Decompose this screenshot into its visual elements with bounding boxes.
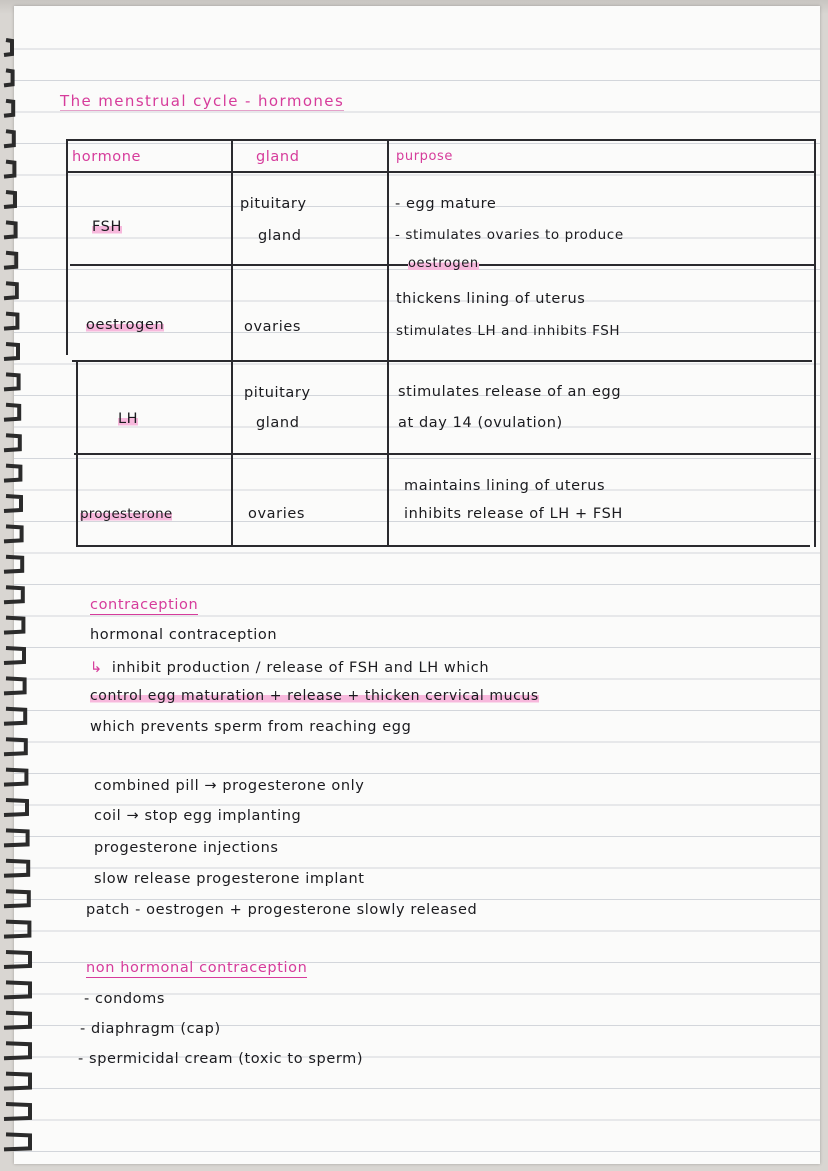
spiral-loop <box>4 587 23 602</box>
spiral-loop <box>4 405 19 420</box>
table-cell-hormone: LH <box>118 411 139 427</box>
spiral-loop <box>4 162 14 177</box>
spiral-loop <box>4 70 13 85</box>
spiral-loop <box>4 709 25 724</box>
table-cell-purpose: - egg mature <box>395 196 497 212</box>
table-cell-purpose: - stimulates ovaries to produce <box>395 227 624 243</box>
arrow-icon: ↳ <box>90 660 103 676</box>
spiral-loop <box>4 131 14 146</box>
spiral-loop <box>4 101 13 116</box>
non-hormonal-item: - condoms <box>84 991 166 1007</box>
spiral-loop <box>4 344 18 359</box>
table-cell-gland: ovaries <box>248 506 306 522</box>
spiral-loop <box>4 192 15 207</box>
table-header-hormone: hormone <box>72 149 142 165</box>
contraception-line: which prevents sperm from reaching egg <box>90 719 412 735</box>
method-item: coil → stop egg implanting <box>94 808 302 824</box>
spiral-loop <box>4 678 25 693</box>
contraception-line: control egg maturation + release + thicken cervical mucus <box>90 688 539 704</box>
spiral-loop <box>4 618 23 633</box>
spiral-loop <box>4 435 20 450</box>
hormonal-subheading: hormonal contraception <box>90 627 278 643</box>
non-hormonal-item: - diaphragm (cap) <box>80 1021 221 1037</box>
table-cell-purpose: oestrogen <box>408 256 479 271</box>
spiral-loop <box>4 648 24 663</box>
table-cell-gland: ovaries <box>244 319 302 335</box>
spiral-loop <box>4 861 28 876</box>
spiral-loop <box>4 1043 30 1058</box>
spiral-loop <box>4 1104 30 1119</box>
spiral-loop <box>4 739 26 754</box>
spiral-loop <box>4 952 30 967</box>
table-cell-hormone: progesterone <box>80 506 173 522</box>
spiral-loop <box>4 800 27 815</box>
spiral-loop <box>4 982 30 997</box>
non-hormonal-heading: non hormonal contraception <box>86 960 308 976</box>
spiral-loop <box>4 1134 30 1149</box>
table-cell-hormone: oestrogen <box>86 317 165 333</box>
table-cell-gland: gland <box>258 228 302 244</box>
contraception-heading: contraception <box>90 597 199 613</box>
spiral-loop <box>4 557 22 572</box>
spiral-loop <box>4 770 26 785</box>
spiral-loop <box>4 466 20 481</box>
spiral-loop <box>4 40 12 55</box>
table-cell-purpose: stimulates LH and inhibits FSH <box>396 323 621 339</box>
contraception-line <box>90 657 489 676</box>
spiral-loop <box>4 374 19 389</box>
spiral-loop <box>4 314 17 329</box>
spiral-loop <box>4 1013 30 1028</box>
spiral-loop <box>4 526 22 541</box>
method-item: combined pill → progesterone only <box>94 778 365 794</box>
table-header-gland: gland <box>256 149 300 165</box>
table-cell-gland: pituitary <box>244 385 311 401</box>
contraception-text: inhibit production / release of FSH and LH which <box>111 660 490 676</box>
method-item: patch - oestrogen + progesterone slowly released <box>86 902 478 918</box>
table-cell-purpose: at day 14 (ovulation) <box>398 415 563 431</box>
spiral-loop <box>4 222 16 237</box>
method-item: slow release progesterone implant <box>94 871 365 887</box>
spiral-loop <box>4 1074 30 1089</box>
table-cell-gland: gland <box>256 415 300 431</box>
table-header-purpose: purpose <box>396 149 454 164</box>
table-cell-purpose: stimulates release of an egg <box>398 384 622 400</box>
table-cell-purpose: inhibits release of LH + FSH <box>404 506 623 522</box>
page-title: The menstrual cycle - hormones <box>60 92 345 110</box>
method-item: progesterone injections <box>94 840 279 856</box>
table-cell-hormone: FSH <box>92 219 122 235</box>
spiral-loop <box>4 283 17 298</box>
spiral-loop <box>4 922 29 937</box>
table-cell-purpose: thickens lining of uterus <box>396 291 586 307</box>
spiral-loop <box>4 830 28 845</box>
spiral-loop <box>4 253 16 268</box>
table-cell-gland: pituitary <box>240 196 307 212</box>
spiral-binding <box>0 0 40 1171</box>
non-hormonal-item: - spermicidal cream (toxic to sperm) <box>78 1051 364 1067</box>
spiral-loop <box>4 496 21 511</box>
table-cell-purpose: maintains lining of uterus <box>404 478 606 494</box>
spiral-loop <box>4 891 29 906</box>
